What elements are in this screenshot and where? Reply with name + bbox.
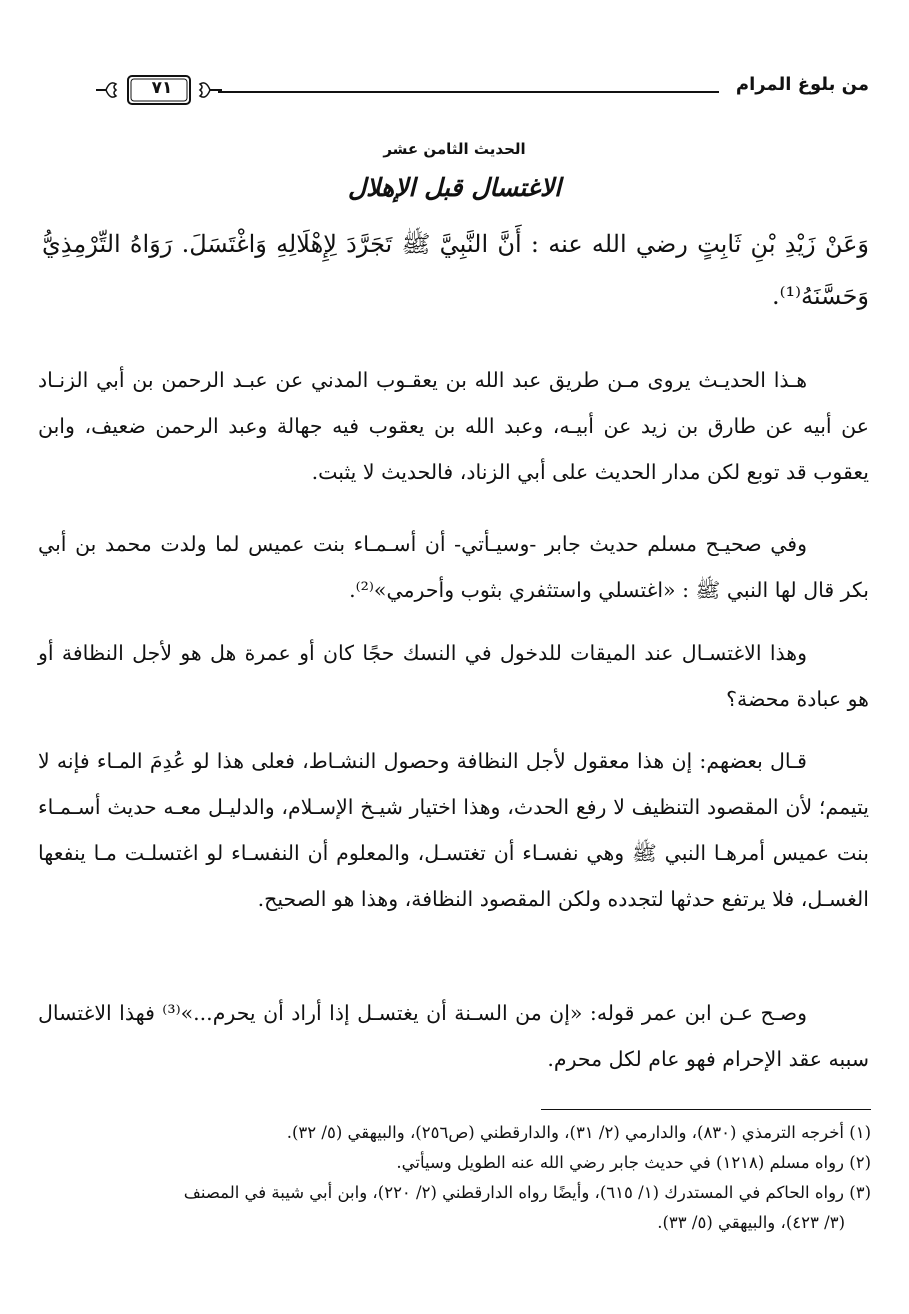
commentary-paragraph-3: وهذا الاغتسـال عند الميقات للدخول في النسك حجًا كان أو عمرة هل هو لأجل النظافة أو هو عبادة محضة؟ [38,640,869,711]
hadith-number-heading: الحديث الثامن عشر [383,140,526,158]
commentary-paragraph-1: هـذا الحديـث يروى مـن طريق عبد الله بن يعقـوب المدني عن عبـد الرحمن بن أبي الزنـاد عن أبيه عن طارق بن زيد عن أبيـه، وعبد الله بن يعقوب فيه جهالة وعبد الرحمن ضعيف، وابن يعقوب قد توبع لكن مدار الحديث على أبي الزناد، فالحديث لا يثبت. [38,367,869,484]
book-title: من بلوغ المرام [735,74,869,95]
chapter-title: الاغتسال قبل الإهلال [347,173,562,202]
header-rule [218,91,719,93]
footnote-1: (١) أخرجه الترمذي (٨٣٠)، والدارمي (٢/ ٣١)، والدارقطني (ص٢٥٦)، والبيهقي (٥/ ٣٢). [286,1123,871,1142]
running-header [100,70,869,106]
page-number: ٧١ [151,78,173,98]
footnote-3-continued: (٣/ ٤٢٣)، والبيهقي (٥/ ٣٣). [657,1213,845,1232]
commentary-paragraph-2: وفي صحيـح مسلم حديث جابر -وسيـأتي- أن أسـمـاء بنت عميس لما ولدت محمد بن أبي بكر قال لها النبي ﷺ : «اغتسلي واستثفري بثوب وأحرمي»⁽²⁾. [38,531,869,602]
footnote-2: (٢) رواه مسلم (١٢١٨) في حديث جابر رضي الله عنه الطويل وسيأتي. [396,1153,871,1172]
commentary-paragraph-5: وصـح عـن ابن عمر قوله: «إن من السـنة أن يغتسـل إذا أراد أن يحرم...»⁽³⁾ فهذا الاغتسال سببه عقد الإحرام فهو عام لكل محرم. [38,1000,869,1071]
commentary-paragraph-4: قـال بعضهم: إن هذا معقول لأجل النظافة وحصول النشـاط، فعلى هذا لو عُدِمَ المـاء فإنه لا يتيمم؛ لأن المقصود التنظيف لا رفع الحدث، وهذا اختيار شيـخ الإسـلام، والدليـل معـه حديث أسـمـاء بنت عميس أمرهـا النبي ﷺ وهي نفسـاء أن تغتسـل، والمعلوم أن النفسـاء لو اغتسلـت مـا ينفعها الغسـل، فلا يرتفع حدثها لتجدده ولكن المقصود النظافة، وهذا هو الصحيح. [38,748,869,911]
footnote-separator [541,1109,871,1110]
hadith-text: وَعَنْ زَيْدِ بْنِ ثَابِتٍ رضي الله عنه : أَنَّ النَّبِيَّ ﷺ تَجَرَّدَ لِإِهْلَالِهِ وَاغْتَسَلَ. رَوَاهُ التِّرْمِذِيُّ وَحَسَّنَهُ⁽¹⁾. [42,230,869,310]
footnote-3: (٣) رواه الحاكم في المستدرك (١/ ٦١٥)، وأيضًا رواه الدارقطني (٢/ ٢٢٠)، وابن أبي شيبة في المصنف [183,1183,871,1202]
footnotes [38,1118,871,1238]
